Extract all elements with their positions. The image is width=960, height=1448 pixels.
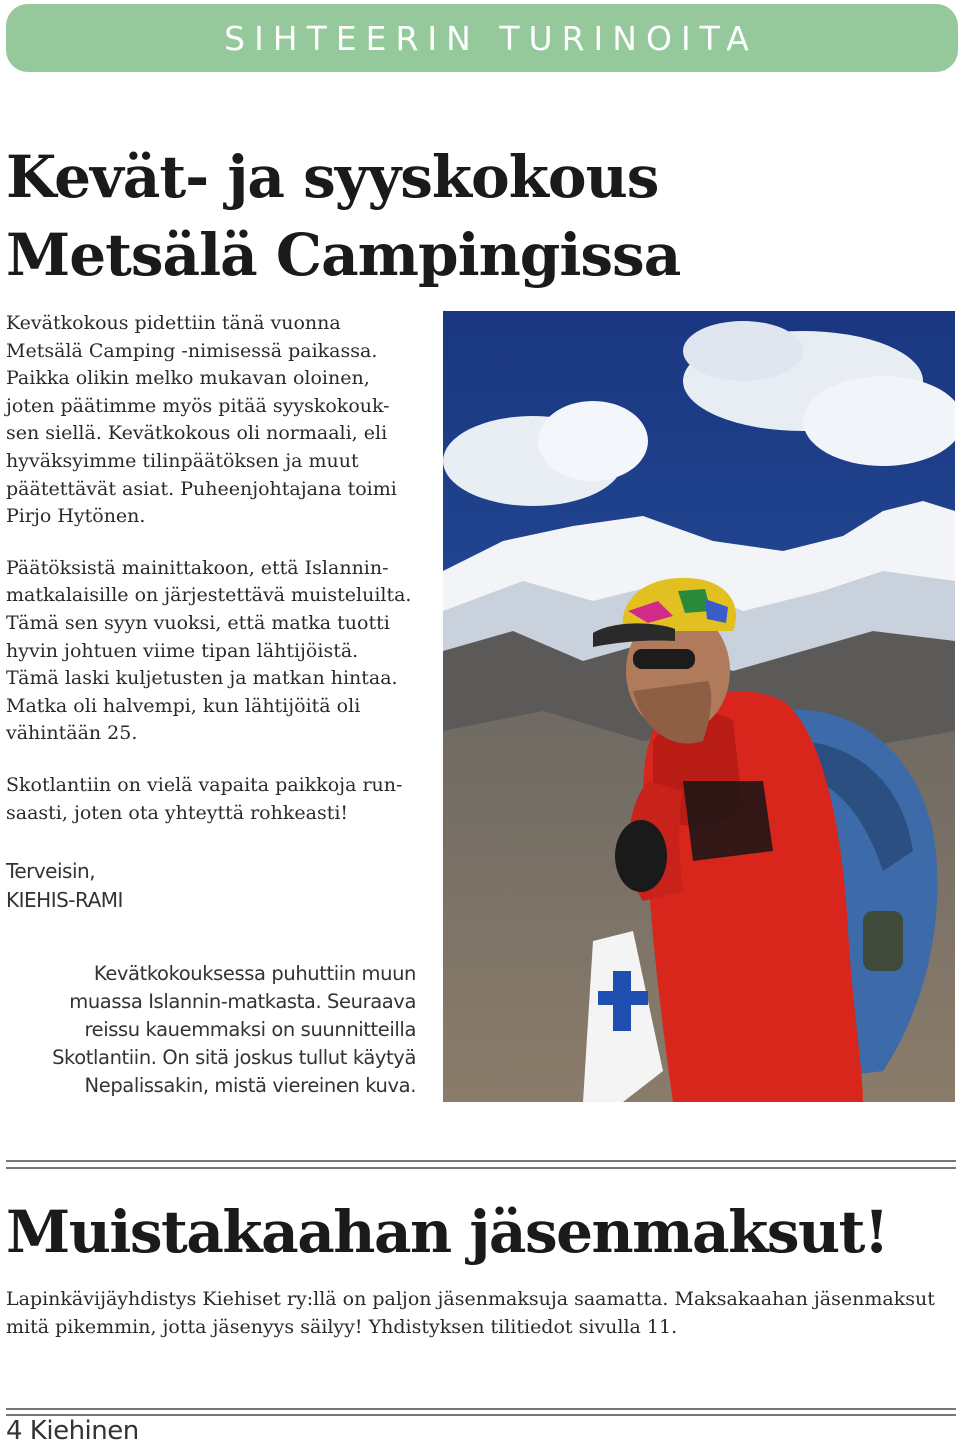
section-banner <box>6 4 958 72</box>
signature-greeting: Terveisin, <box>6 859 96 883</box>
divider-line <box>6 1160 956 1162</box>
section-title: SIHTEERIN TURINOITA <box>224 18 758 58</box>
paragraph <box>6 555 434 748</box>
text-line: Skotlantiin on vielä vapaita paikkoja run- <box>6 773 403 796</box>
article2-headline: Muistakaahan jäsenmaksut! <box>6 1198 888 1266</box>
caption-line: muassa Islannin-matkasta. Seuraava <box>69 990 416 1013</box>
text-line: Tämä laski kuljetusten ja matkan hintaa. <box>6 667 398 690</box>
text-line: hyväksyimme tilinpäätöksen ja muut <box>6 449 359 472</box>
caption-line: Kevätkokouksessa puhuttiin muun <box>93 962 416 985</box>
article2-body <box>6 1285 956 1341</box>
caption-line: Skotlantiin. On sitä joskus tullut käytyä <box>52 1046 416 1069</box>
footer-divider <box>6 1408 956 1410</box>
text-line: hyvin johtuen viime tipan lähtijöistä. <box>6 639 359 662</box>
article-body <box>6 310 434 851</box>
caption-line: Nepalissakin, mistä viereinen kuva. <box>84 1074 416 1097</box>
text-line: joten päätimme myös pitää syyskokouk- <box>6 394 390 417</box>
caption-line: reissu kauemmaksi on suunnitteilla <box>84 1018 416 1041</box>
text-line: päätettävät asiat. Puheenjohtajana toimi <box>6 477 397 500</box>
headline-line: Metsälä Campingissa <box>6 221 681 289</box>
divider-line <box>6 1167 956 1169</box>
hiker-mountain-illustration <box>443 311 955 1102</box>
text-line: Metsälä Camping -nimisessä paikassa. <box>6 339 378 362</box>
headline-line: Kevät- ja syyskokous <box>6 143 659 211</box>
signature-name: KIEHIS-RAMI <box>6 888 123 912</box>
page-footer: 4 Kiehinen <box>6 1416 139 1446</box>
text-line: Lapinkävijäyhdistys Kiehiset ry:llä on paljon jäsenmaksuja saamatta. Maksakaahan jäsenmaksut <box>6 1288 935 1310</box>
text-line: saasti, joten ota yhteyttä rohkeasti! <box>6 801 349 824</box>
text-line: Päätöksistä mainittakoon, että Islannin- <box>6 556 389 579</box>
text-line: Kevätkokous pidettiin tänä vuonna <box>6 312 341 334</box>
text-line: vähintään 25. <box>6 722 138 745</box>
text-line: Tämä sen syyn vuoksi, että matka tuotti <box>6 611 390 634</box>
photo-caption <box>6 960 416 1100</box>
footer-divider <box>6 1414 956 1416</box>
text-line: matkalaisille on järjestettävä muisteluilta. <box>6 584 412 607</box>
article-headline <box>6 138 680 294</box>
paragraph <box>6 310 434 531</box>
nepal-photo <box>443 311 955 1102</box>
text-line: mitä pikemmin, jotta jäsenyys säilyy! Yhdistyksen tilitiedot sivulla 11. <box>6 1316 678 1338</box>
text-line: sen siellä. Kevätkokous oli normaali, eli <box>6 422 388 445</box>
paragraph <box>6 772 434 827</box>
signature <box>6 857 123 915</box>
text-line: Matka oli halvempi, kun lähtijöitä oli <box>6 694 361 717</box>
text-line: Pirjo Hytönen. <box>6 505 146 528</box>
text-line: Paikka olikin melko mukavan oloinen, <box>6 367 370 390</box>
